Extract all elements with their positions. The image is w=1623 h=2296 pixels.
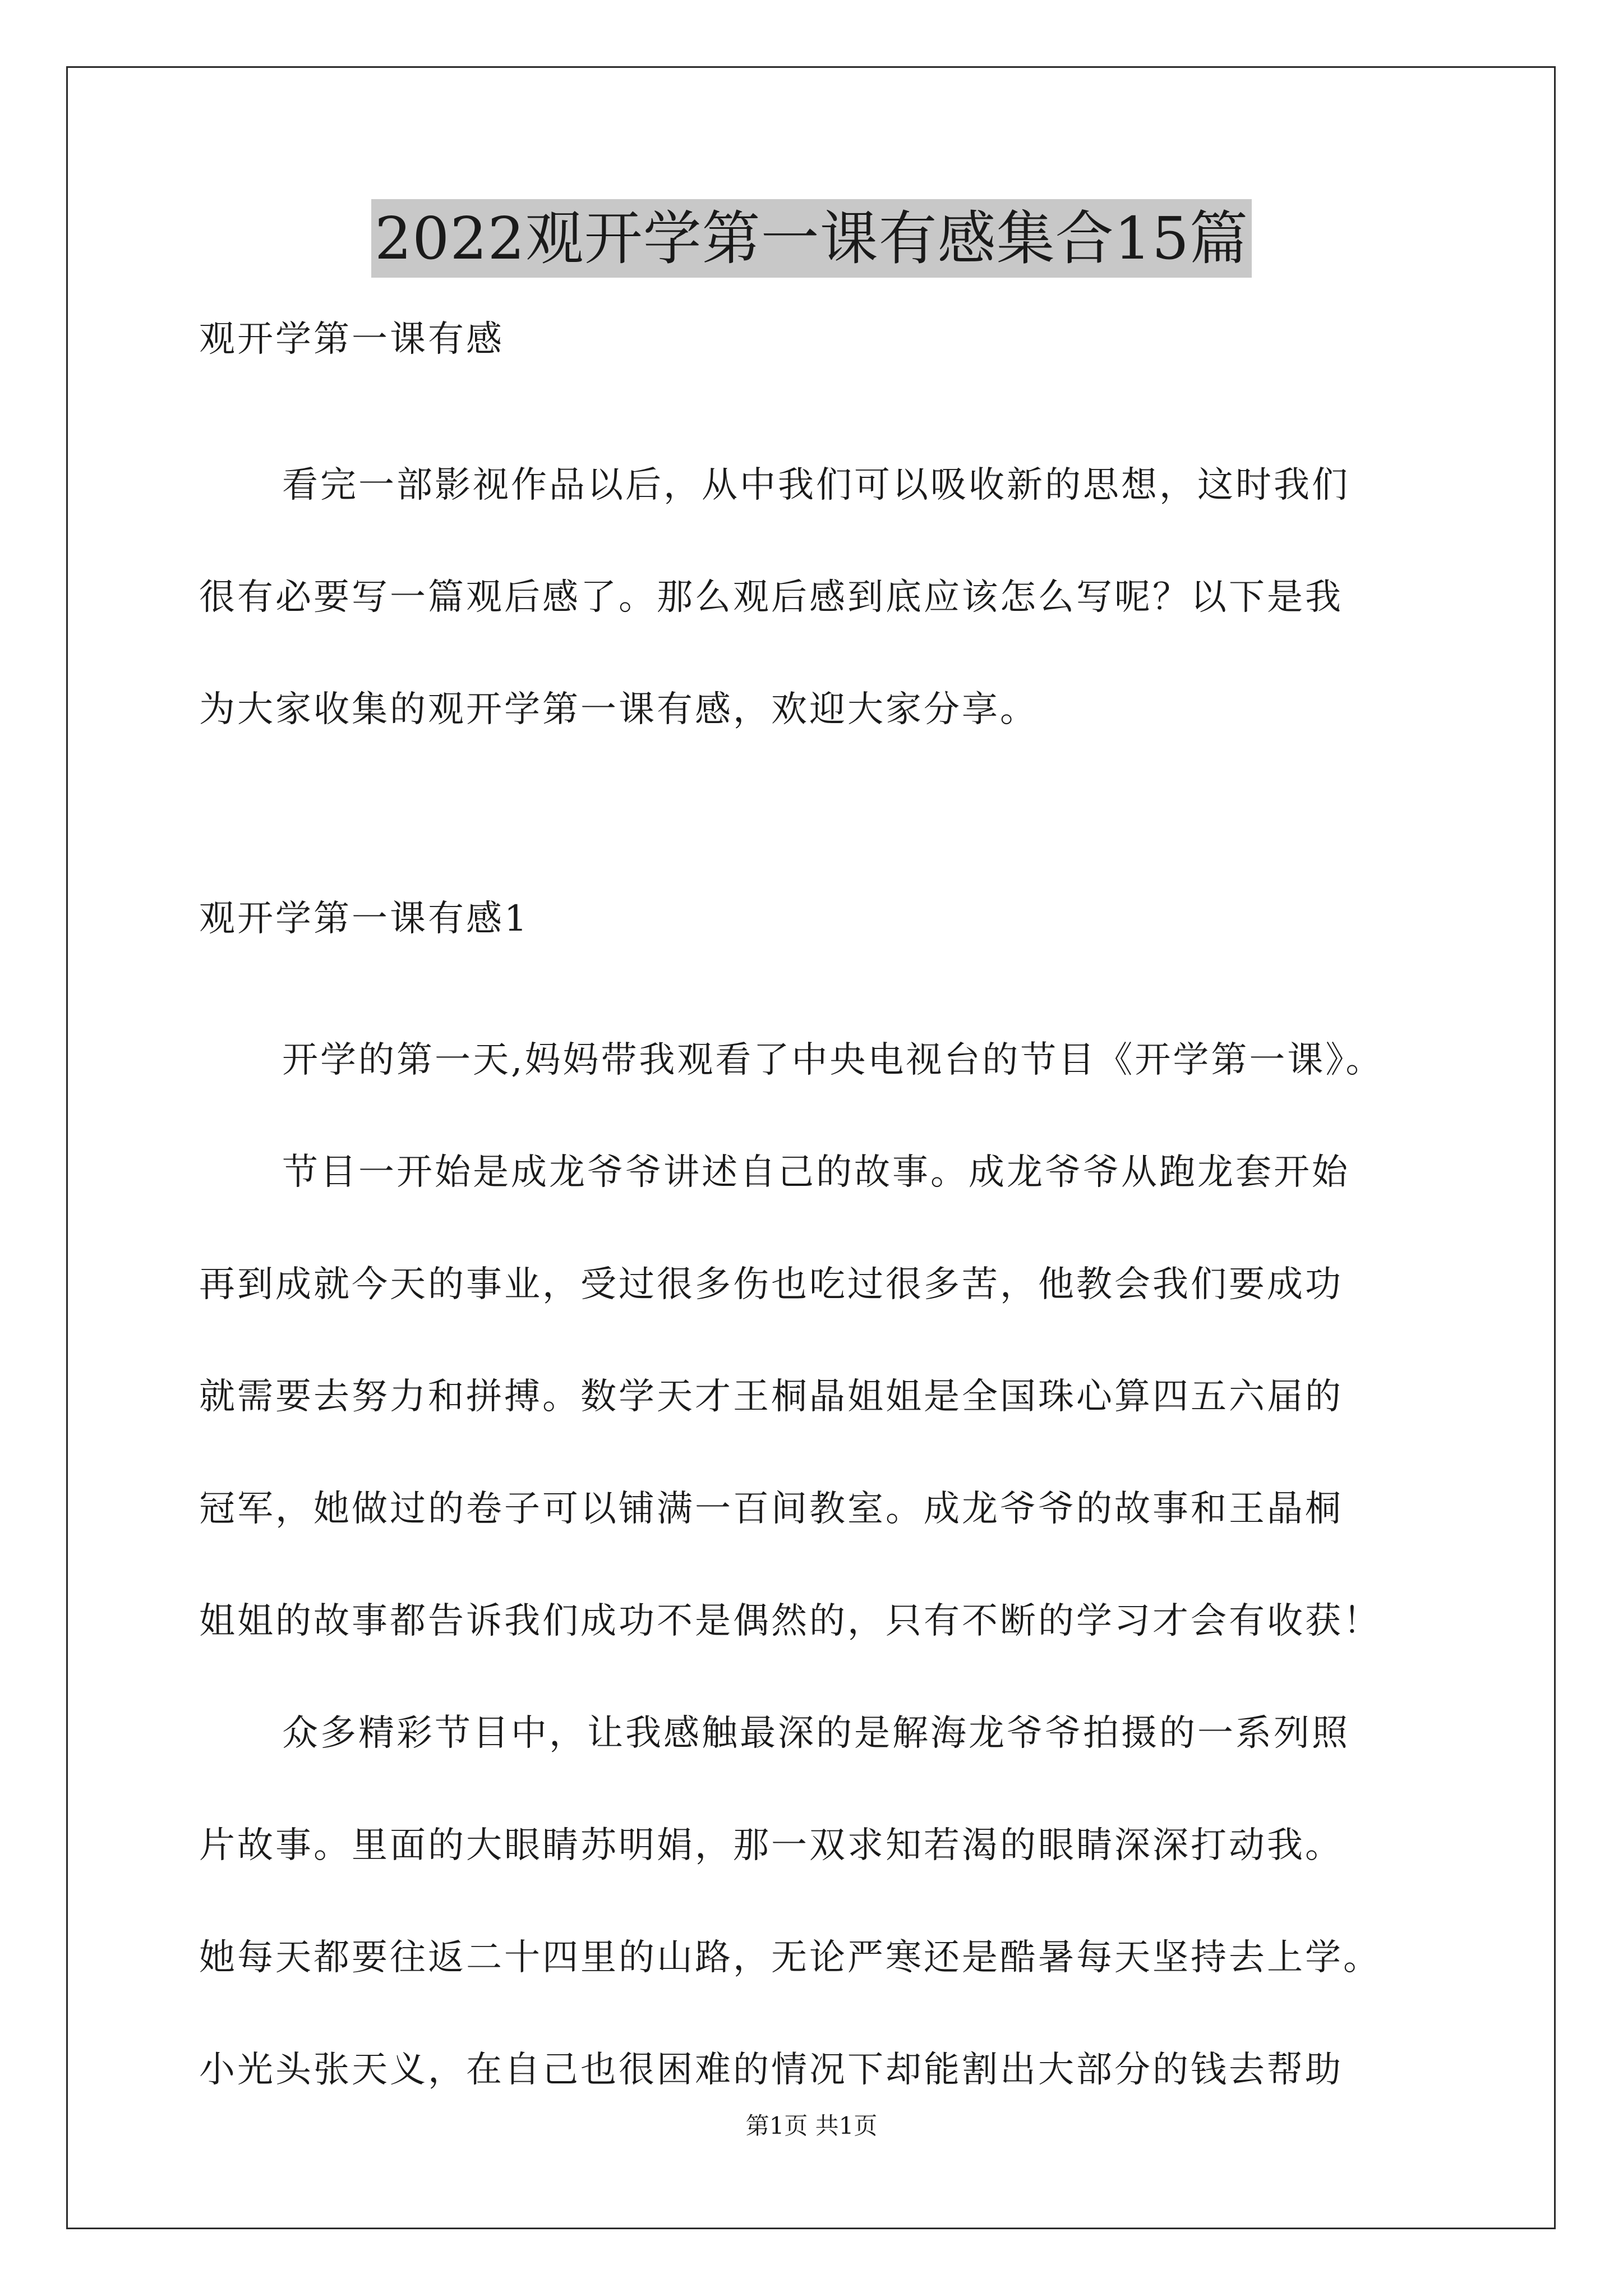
section1-line: 姐姐的故事都告诉我们成功不是偶然的，只有不断的学习才会有收获！ — [199, 1600, 1381, 1642]
section1-line: 节目一开始是成龙爷爷讲述自己的故事。成龙爷爷从跑龙套开始 — [282, 1152, 1350, 1193]
page-footer: 第1页 共1页 — [745, 2112, 878, 2139]
section1-line: 她每天都要往返二十四里的山路，无论严寒还是酷暑每天坚持去上学。 — [199, 1937, 1381, 1978]
section1-body — [199, 1004, 1478, 2126]
intro-heading: 观开学第一课有感 — [199, 319, 504, 360]
intro-line: 很有必要写一篇观后感了。那么观后感到底应该怎么写呢？以下是我 — [199, 577, 1343, 618]
section1-line: 众多精彩节目中，让我感触最深的是解海龙爷爷拍摄的一系列照 — [282, 1713, 1350, 1754]
section1-line: 小光头张天义，在自己也很困难的情况下却能割出大部分的钱去帮助 — [199, 2049, 1343, 2091]
intro-paragraph — [199, 429, 1478, 766]
section1-line: 就需要去努力和拼搏。数学天才王桐晶姐姐是全国珠心算四五六届的 — [199, 1376, 1343, 1418]
section1-line: 再到成就今天的事业，受过很多伤也吃过很多苦，他教会我们要成功 — [199, 1264, 1343, 1305]
intro-line: 看完一部影视作品以后，从中我们可以吸收新的思想，这时我们 — [282, 464, 1350, 506]
section1-heading: 观开学第一课有感1 — [199, 898, 529, 940]
intro-line: 为大家收集的观开学第一课有感，欢迎大家分享。 — [199, 689, 1038, 730]
section1-line: 开学的第一天,妈妈带我观看了中央电视台的节目《开学第一课》。 — [282, 1039, 1384, 1081]
title-container — [0, 199, 1623, 278]
document-title: 2022观开学第一课有感集合15篇 — [371, 199, 1252, 278]
section1-line: 冠军，她做过的卷子可以铺满一百间教室。成龙爷爷的故事和王晶桐 — [199, 1488, 1343, 1530]
section1-line: 片故事。里面的大眼睛苏明娟，那一双求知若渴的眼睛深深打动我。 — [199, 1825, 1343, 1866]
